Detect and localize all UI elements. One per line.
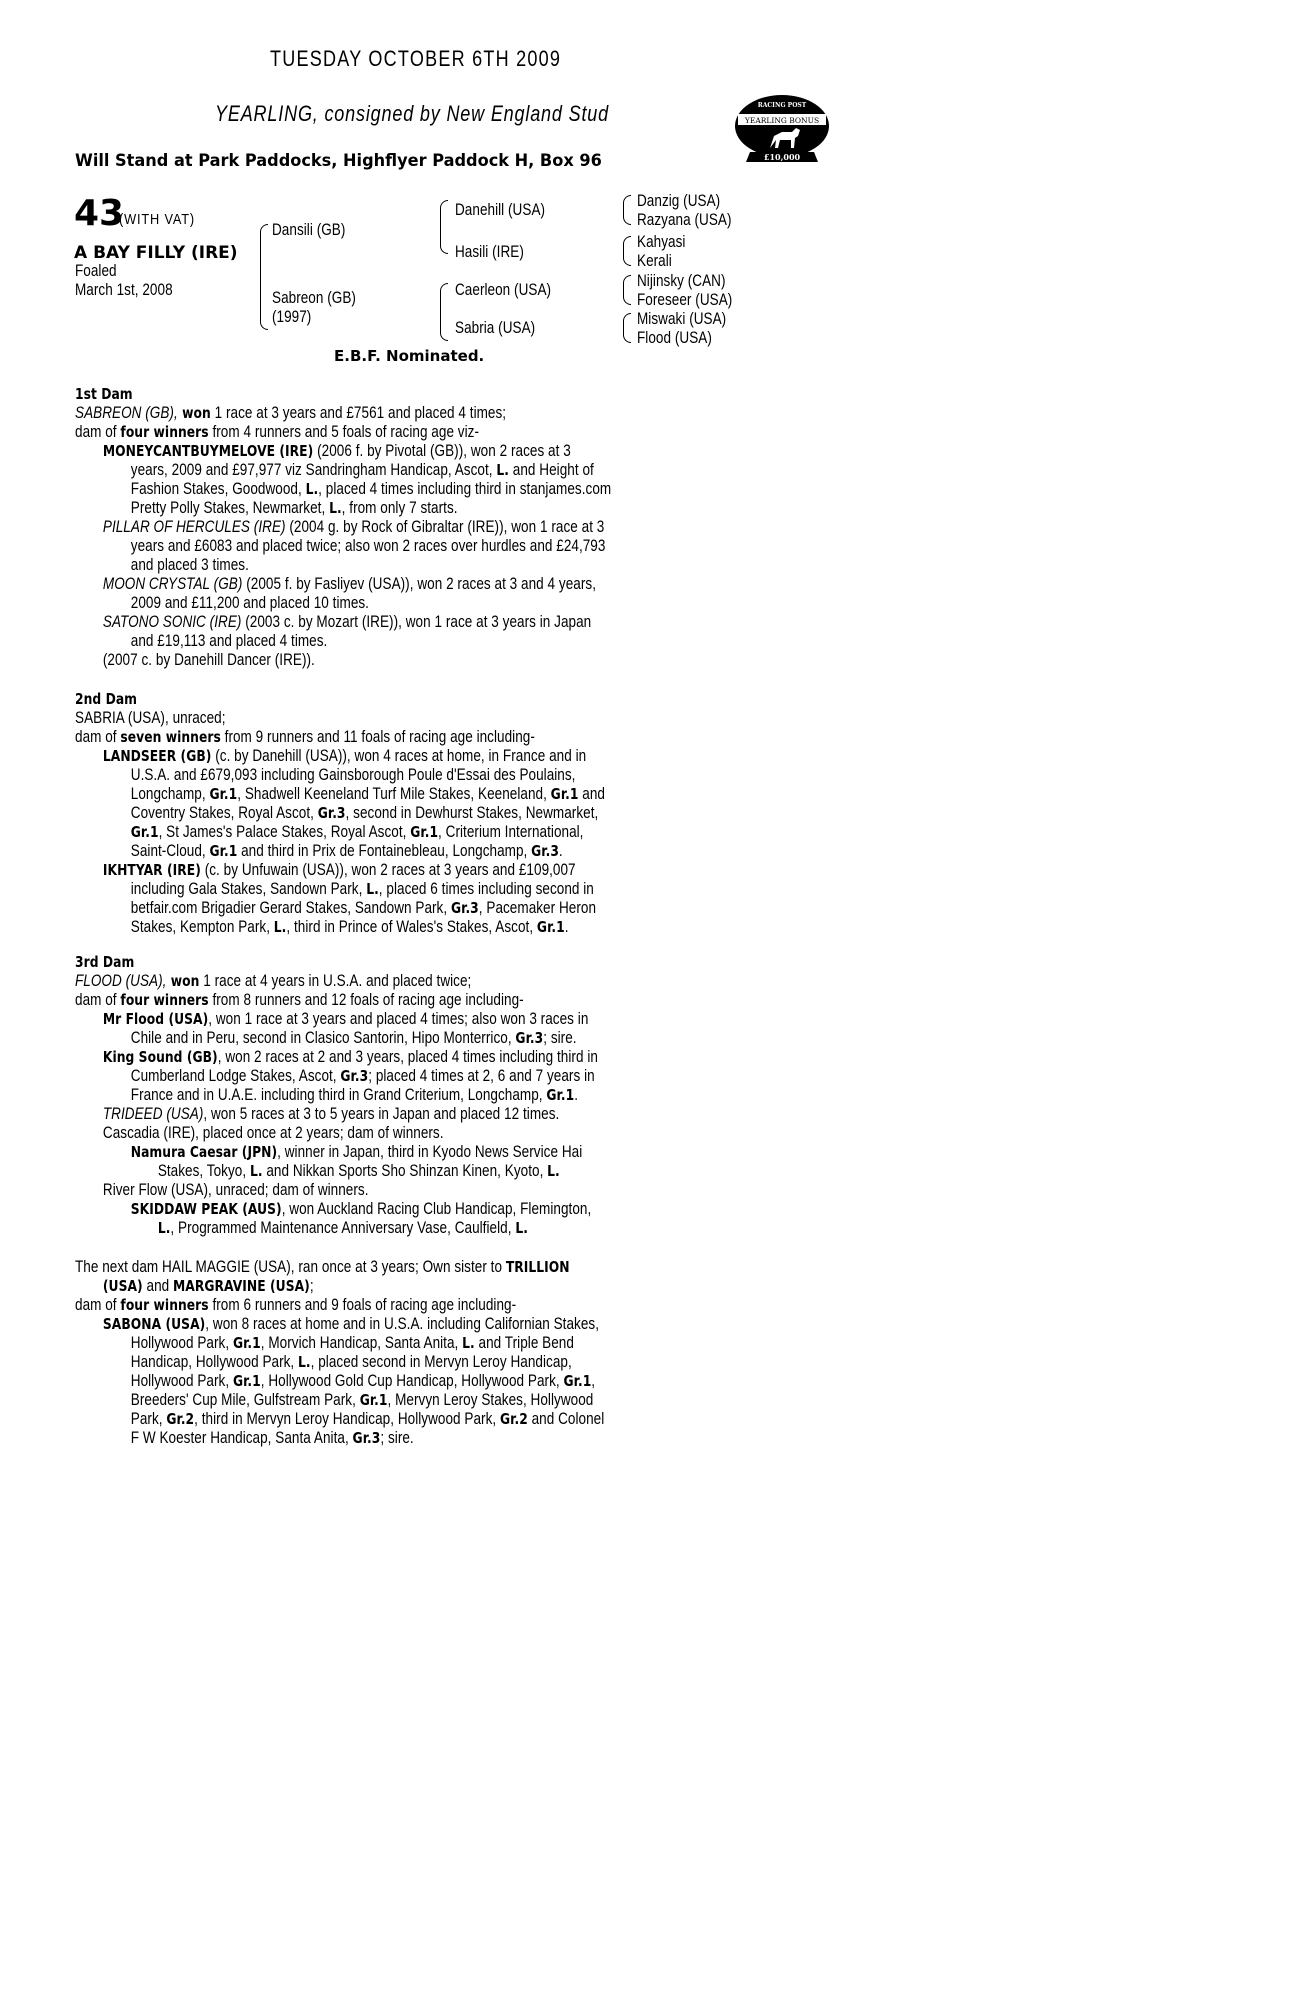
progeny-entry: River Flow (USA), unraced; dam of winners. [102, 1181, 369, 1199]
pedigree-dss: Nijinsky (CAN) [637, 272, 726, 290]
pedigree-brace [623, 236, 631, 266]
pedigree-dam-year: (1997) [272, 308, 312, 326]
foaled-date: March 1st, 2008 [75, 281, 173, 299]
pedigree-brace [623, 313, 631, 343]
pedigree-brace [623, 275, 631, 305]
pedigree-brace [440, 200, 448, 254]
progeny-entry: SATONO SONIC (IRE) (2003 c. by Mozart (IRE)), won 1 race at 3 years in Japan [102, 613, 592, 631]
progeny-entry: PILLAR OF HERCULES (IRE) (2004 g. by Rock of Gibraltar (IRE)), won 1 race at 3 [102, 518, 605, 536]
stand-location: Will Stand at Park Paddocks, Highflyer Paddock H, Box 96 [75, 151, 602, 171]
progeny-entry: King Sound (GB), won 2 races at 2 and 3 years, placed 4 times including third in [102, 1048, 598, 1066]
pedigree-ddd: Flood (USA) [637, 329, 712, 347]
pedigree-brace [623, 195, 631, 225]
badge-amount: £10,000 [763, 152, 801, 162]
lot-vat: (WITH VAT) [119, 211, 196, 228]
pedigree-sire: Dansili (GB) [272, 221, 346, 239]
pedigree-sdd: Kerali [637, 252, 672, 270]
progeny-entry: TRIDEED (USA), won 5 races at 3 to 5 years in Japan and placed 12 times. [102, 1105, 560, 1123]
progeny-entry: Cascadia (IRE), placed once at 2 years; dam of winners. [102, 1124, 444, 1142]
pedigree-ssd: Razyana (USA) [637, 211, 732, 229]
pedigree-sire-dam: Hasili (IRE) [455, 243, 524, 261]
first-dam-section: 1st Dam SABREON (GB), won 1 race at 3 years and £7561 and placed 4 times; dam of four winners from 4 runners and 5 foals of racing age viz- MONEYCANTBUYMELOVE (IRE) (2006 f. by Pivotal (GB)), won 2 races at 3 years, 2009 and £97,977 viz Sandringham Handicap, Ascot, L. and Height of Fashion Stakes, Goodwood, L., placed 4 times including third in stanjames.com Pretty Polly Stakes, Newmarket, L., from only 7 starts. PILLAR OF HERCULES (IRE) (2004 g. by Rock of Gibraltar (IRE)), won 1 race at 3 years and £6083 and placed twice; also won 2 races over hurdles and £24,793 and placed 3 times. MOON CRYSTAL (GB) (2005 f. by Fasliyev (USA)), won 2 races at 3 and 4 years, 2009 and £11,200 and placed 10 times. SATONO SONIC (IRE) (2003 c. by Mozart (IRE)), won 1 race at 3 years in Japan and £19,113 and placed 4 times. (2007 c. by Danehill Dancer (IRE)). [75, 385, 633, 670]
pedigree-dds: Miswaki (USA) [637, 310, 727, 328]
pedigree-sds: Kahyasi [637, 233, 686, 251]
lot-number: 43 [74, 193, 125, 234]
pedigree-brace [260, 224, 268, 330]
grandprogeny-entry: Namura Caesar (JPN), winner in Japan, third in Kyodo News Service Hai [130, 1143, 583, 1161]
progeny-entry: (2007 c. by Danehill Dancer (IRE)). [102, 651, 315, 669]
progeny-entry: IKHTYAR (IRE) (c. by Unfuwain (USA)), won 2 races at 3 years and £109,007 [102, 861, 576, 879]
next-dam-section: The next dam HAIL MAGGIE (USA), ran once at 3 years; Own sister to TRILLION (USA) and MARGRAVINE (USA); dam of four winners from 6 runners and 9 foals of racing age including- SABONA (USA), won 8 races at home and in U.S.A. including Californian Stakes, Hollywood Park, Gr.1, Morvich Handicap, Santa Anita, L. and Triple Bend Handicap, Hollywood Park, L., placed second in Mervyn Leroy Handicap, Hollywood Park, Gr.1, Hollywood Gold Cup Handicap, Hollywood Park, Gr.1, Breeders' Cup Mile, Gulfstream Park, Gr.1, Mervyn Leroy Stakes, Hollywood Park, Gr.2, third in Mervyn Leroy Handicap, Hollywood Park, Gr.2 and Colonel F W Koester Handicap, Santa Anita, Gr.3; sire. [75, 1258, 633, 1448]
progeny-entry: LANDSEER (GB) (c. by Danehill (USA)), won 4 races at home, in France and in [102, 747, 587, 765]
pedigree-dsd: Foreseer (USA) [637, 291, 733, 309]
lot-name: A BAY FILLY (IRE) [74, 243, 238, 263]
yearling-bonus-badge [732, 92, 832, 168]
pedigree-dam-sire: Caerleon (USA) [455, 281, 552, 299]
grandprogeny-entry: SKIDDAW PEAK (AUS), won Auckland Racing Club Handicap, Flemington, [130, 1200, 592, 1218]
progeny-entry: MONEYCANTBUYMELOVE (IRE) (2006 f. by Pivotal (GB)), won 2 races at 3 [102, 442, 571, 460]
ebf-nominated: E.B.F. Nominated. [334, 347, 485, 365]
progeny-entry: Mr Flood (USA), won 1 race at 3 years and placed 4 times; also won 3 races in [102, 1010, 589, 1028]
progeny-entry: SABONA (USA), won 8 races at home and in U.S.A. including Californian Stakes, [102, 1315, 600, 1333]
pedigree-brace [440, 283, 448, 341]
pedigree-dam-dam: Sabria (USA) [455, 319, 536, 337]
section-heading: 1st Dam [75, 385, 133, 403]
consignor-line: YEARLING, consigned by New England Stud [215, 101, 609, 126]
badge-mid-text: YEARLING BONUS [744, 116, 820, 125]
section-heading: 3rd Dam [75, 953, 135, 971]
foaled-label: Foaled [75, 262, 117, 280]
sale-date: TUESDAY OCTOBER 6TH 2009 [270, 46, 562, 71]
pedigree-dam: Sabreon (GB) [272, 289, 356, 307]
second-dam-section: 2nd Dam SABRIA (USA), unraced; dam of seven winners from 9 runners and 11 foals of racing age including- LANDSEER (GB) (c. by Danehill (USA)), won 4 races at home, in France and in U.S.A. and £679,093 including Gainsborough Poule d'Essai des Poulains, Longchamp, Gr.1, Shadwell Keeneland Turf Mile Stakes, Keeneland, Gr.1 and Coventry Stakes, Royal Ascot, Gr.3, second in Dewhurst Stakes, Newmarket, Gr.1, St James's Palace Stakes, Royal Ascot, Gr.1, Criterium International, Saint-Cloud, Gr.1 and third in Prix de Fontainebleau, Longchamp, Gr.3. IKHTYAR (IRE) (c. by Unfuwain (USA)), won 2 races at 3 years and £109,007 including Gala Stakes, Sandown Park, L., placed 6 times including second in betfair.com Brigadier Gerard Stakes, Sandown Park, Gr.3, Pacemaker Heron Stakes, Kempton Park, L., third in Prince of Wales's Stakes, Ascot, Gr.1. [75, 690, 633, 937]
section-heading: 2nd Dam [75, 690, 138, 708]
progeny-entry: MOON CRYSTAL (GB) (2005 f. by Fasliyev (USA)), won 2 races at 3 and 4 years, [102, 575, 597, 593]
pedigree-sire-sire: Danehill (USA) [455, 201, 546, 219]
pedigree-sss: Danzig (USA) [637, 192, 721, 210]
third-dam-section: 3rd Dam FLOOD (USA), won 1 race at 4 years in U.S.A. and placed twice; dam of four winners from 8 runners and 12 foals of racing age including- Mr Flood (USA), won 1 race at 3 years and placed 4 times; also won 3 races in Chile and in Peru, second in Clasico Santorin, Hipo Monterrico, Gr.3; sire. King Sound (GB), won 2 races at 2 and 3 years, placed 4 times including third in Cumberland Lodge Stakes, Ascot, Gr.3; placed 4 times at 2, 6 and 7 years in France and in U.A.E. including third in Grand Criterium, Longchamp, Gr.1. TRIDEED (USA), won 5 races at 3 to 5 years in Japan and placed 12 times. Cascadia (IRE), placed once at 2 years; dam of winners. Namura Caesar (JPN), winner in Japan, third in Kyodo News Service Hai Stakes, Tokyo, L. and Nikkan Sports Sho Shinzan Kinen, Kyoto, L. River Flow (USA), unraced; dam of winners. SKIDDAW PEAK (AUS), won Auckland Racing Club Handicap, Flemington, L., Programmed Maintenance Anniversary Vase, Caulfield, L. [75, 953, 633, 1238]
badge-top-text: RACING POST [757, 102, 807, 109]
